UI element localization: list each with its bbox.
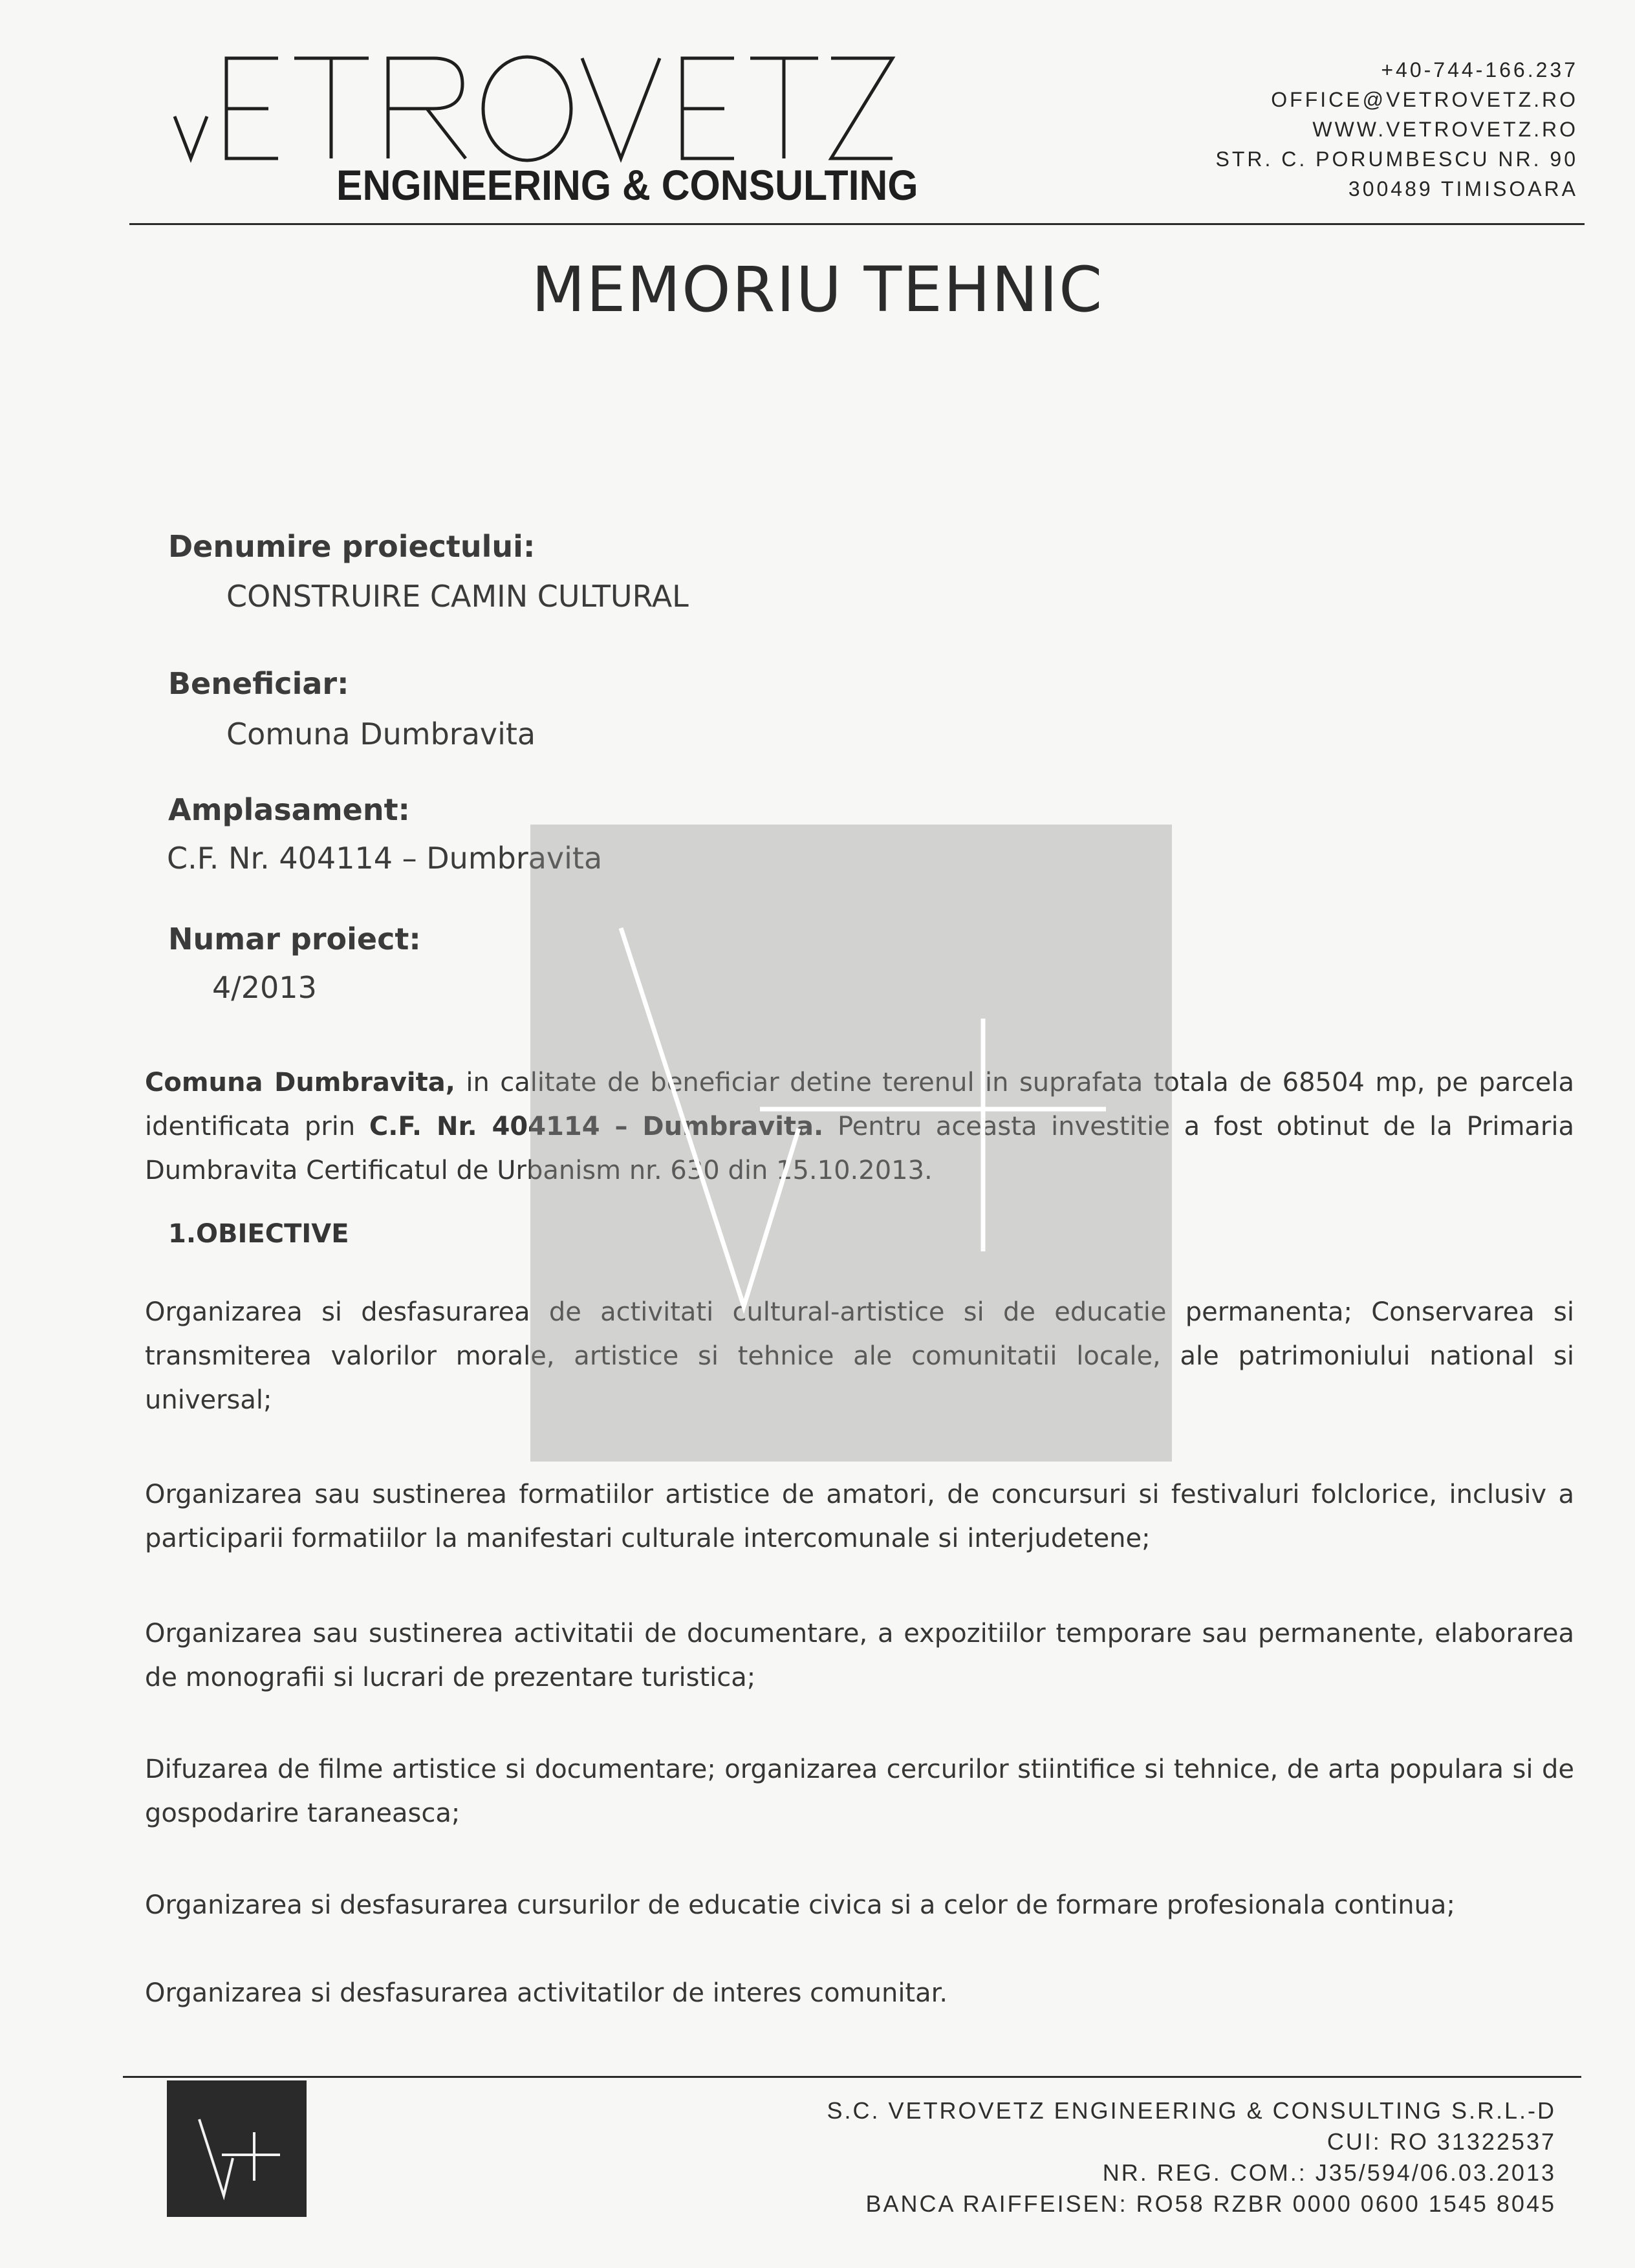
objective-paragraph: Organizarea si desfasurarea activitatilor de interes comunitar. <box>145 1978 948 2008</box>
contact-phone: +40-744-166.237 <box>1381 58 1578 81</box>
location-value: C.F. Nr. 404114 – Dumbravita <box>167 841 603 876</box>
objective-paragraph: Organizarea si desfasurarea de activitati cultural-artistice si de educatie permanenta; Conservarea si transmiterea valorilor morale, artistice si tehnice ale comunitatii locale, ale patrimoniului national si universal; <box>145 1297 1574 1415</box>
contact-block <box>1215 55 1578 204</box>
project-name-value: CONSTRUIRE CAMIN CULTURAL <box>226 579 689 614</box>
contact-website: WWW.VETROVETZ.RO <box>1312 118 1578 141</box>
beneficiary-label: Beneficiar: <box>168 666 349 701</box>
header-divider <box>129 223 1585 225</box>
objective-paragraph: Difuzarea de filme artistice si documentare; organizarea cercurilor stiintifice si tehnice, de arta populara si de gospodarire taraneasca; <box>145 1755 1574 1828</box>
watermark-stamp <box>530 825 1172 1462</box>
contact-street: STR. C. PORUMBESCU NR. 90 <box>1215 147 1578 171</box>
project-number-value: 4/2013 <box>212 970 317 1005</box>
project-number-label: Numar proiect: <box>168 922 421 956</box>
intro-text: in calitate de beneficiar detine terenul in suprafata totala de 68504 mp, pe parcela identificata prin <box>145 1068 1574 1141</box>
cadastral-reference: C.F. Nr. 404114 – Dumbravita. <box>369 1112 824 1141</box>
objective-paragraph: Organizarea si desfasurarea cursurilor de educatie civica si a celor de formare profesionala continua; <box>145 1890 1455 1920</box>
section-heading: 1.OBIECTIVE <box>168 1219 349 1249</box>
footer-bank: BANCA RAIFFEISEN: RO58 RZBR 0000 0600 1545 8045 <box>865 2190 1556 2217</box>
footer-cui: CUI: RO 31322537 <box>1326 2128 1556 2155</box>
logo-wordmark: VETROVETZ <box>155 45 160 46</box>
project-name-label: Denumire proiectului: <box>168 529 536 564</box>
footer-reg: NR. REG. COM.: J35/594/06.03.2013 <box>1102 2159 1556 2186</box>
intro-text-2: Pentru aceasta investitie a fost obtinut de la Primaria Dumbravita Certificatul de Urbanism nr. 630 din 15.10.2013. <box>145 1112 1574 1185</box>
footer-logo <box>167 2080 307 2217</box>
contact-city: 300489 TIMISOARA <box>1348 177 1578 200</box>
footer-company-info <box>827 2095 1556 2219</box>
contact-email: OFFICE@VETROVETZ.RO <box>1271 88 1578 111</box>
footer-divider <box>123 2076 1581 2078</box>
document-title: MEMORIU TEHNIC <box>531 254 1104 326</box>
footer-company: S.C. VETROVETZ ENGINEERING & CONSULTING S.R.L.-D <box>827 2097 1556 2124</box>
logo-subtitle: ENGINEERING & CONSULTING <box>336 161 918 209</box>
beneficiary-value: Comuna Dumbravita <box>226 717 536 751</box>
location-label: Amplasament: <box>168 792 410 827</box>
beneficiary-name: Comuna Dumbravita, <box>145 1068 455 1097</box>
company-logo <box>155 45 899 165</box>
objective-paragraph: Organizarea sau sustinerea formatiilor artistice de amatori, de concursuri si festivaluri folclorice, inclusiv a participarii formatiilor la manifestari culturale intercomunale si interjudetene; <box>145 1480 1574 1553</box>
objective-paragraph: Organizarea sau sustinerea activitatii de documentare, a expozitiilor temporare sau permanente, elaborarea de monografii si lucrari de prezentare turistica; <box>145 1619 1574 1692</box>
